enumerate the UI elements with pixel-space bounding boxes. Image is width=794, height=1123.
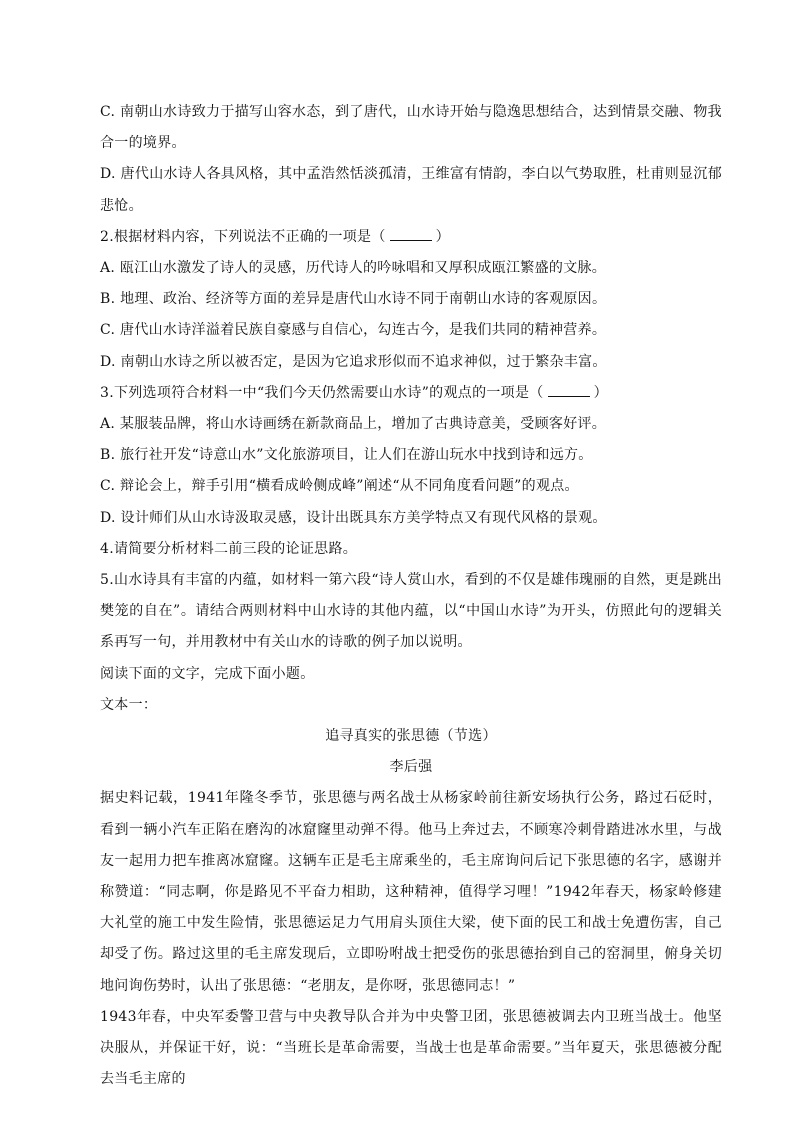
article-paragraph-1: 据史料记载，1941年隆冬季节，张思德与两名战士从杨家岭前往新安场执行公务，路过石砭时，看到一辆小汽车正陷在磨沟的冰窟窿里动弹不得。他马上奔过去，不顾寒冷刺骨踏进冰水里，与战友一起用力把车推离冰窟窿。这辆车正是毛主席乘坐的，毛主席询问后记下张思德的名字，感谢并称赞道：“同志啊，你是路见不平奋力相助，这种精神，值得学习哩！”1942年春天，杨家岭修建大礼堂的施工中发生险情，张思德运足力气用肩头顶住大梁，使下面的民工和战士免遭伤害，自己却受了伤。路过这里的毛主席发现后，立即吩咐战士把受伤的张思德抬到自己的窑洞里，俯身关切地问询伤势时，认出了张思德：“老朋友，是你呀，张思德同志！” [100,790,722,994]
q3-stem-text: 3.下列选项符合材料一中“我们今天仍然需要山水诗”的观点的一项是（ [100,384,544,401]
text-label: 文本一： [100,696,158,713]
article-author: 李后强 [389,759,433,776]
q3-option-a: A. 某服装品牌，将山水诗画绣在新款商品上，增加了古典诗意美，受顾客好评。 [100,416,607,433]
reading-instruction: 阅读下面的文字，完成下面小题。 [100,665,315,682]
q1-option-d: D. 唐代山水诗人各具风格，其中孟浩然恬淡孤清，王维富有情韵，李白以气势取胜，杜甫则显沉郁悲怆。 [100,166,722,214]
question-4: 4.请简要分析材料二前三段的论证思路。 [100,540,358,557]
q3-option-c: C. 辩论会上，辩手引用“横看成岭侧成峰”阐述“从不同角度看问题”的观点。 [100,478,579,495]
article-title: 追寻真实的张思德（节选） [325,728,497,745]
q2-answer-blank[interactable] [390,228,432,241]
q3-stem-close: ） [593,384,608,401]
article-paragraph-2: 1943年春，中央军委警卫营与中央教导队合并为中央警卫团，张思德被调去内卫班当战士。他坚决服从，并保证干好，说：“当班长是革命需要，当战士也是革命需要。”当年夏天，张思德被分配去当毛主席的 [100,1008,722,1088]
q2-option-b: B. 地理、政治、经济等方面的差异是唐代山水诗不同于南朝山水诗的客观原因。 [100,291,607,308]
q3-option-b: B. 旅行社开发“诗意山水”文化旅游项目，让人们在游山玩水中找到诗和远方。 [100,447,593,464]
q3-stem [100,378,722,409]
q2-option-c: C. 唐代山水诗洋溢着民族自豪感与自信心，勾连古今，是我们共同的精神营养。 [100,322,607,339]
q1-option-c: C. 南朝山水诗致力于描写山容水态，到了唐代，山水诗开始与隐逸思想结合，达到情景交融、物我合一的境界。 [100,104,722,152]
q2-stem-close: ） [435,228,450,245]
q2-stem-text: 2.根据材料内容，下列说法不正确的一项是（ [100,228,386,245]
q2-option-a: A. 瓯江山水激发了诗人的灵感，历代诗人的吟咏唱和又厚积成瓯江繁盛的文脉。 [100,260,607,277]
question-5: 5.山水诗具有丰富的内蕴，如材料一第六段“诗人赏山水，看到的不仅是雄伟瑰丽的自然，更是跳出樊笼的自在”。请结合两则材料中山水诗的其他内蕴，以“中国山水诗”为开头，仿照此句的逻辑关系再写一句，并用教材中有关山水的诗歌的例子加以说明。 [100,572,723,651]
q2-option-d: D. 南朝山水诗之所以被否定，是因为它追求形似而不追求神似，过于繁杂丰富。 [100,353,607,370]
document-page [100,97,722,1096]
q3-option-d: D. 设计师们从山水诗汲取灵感，设计出既具东方美学特点又有现代风格的景观。 [100,509,607,526]
q2-stem [100,222,722,253]
q3-answer-blank[interactable] [548,384,590,397]
